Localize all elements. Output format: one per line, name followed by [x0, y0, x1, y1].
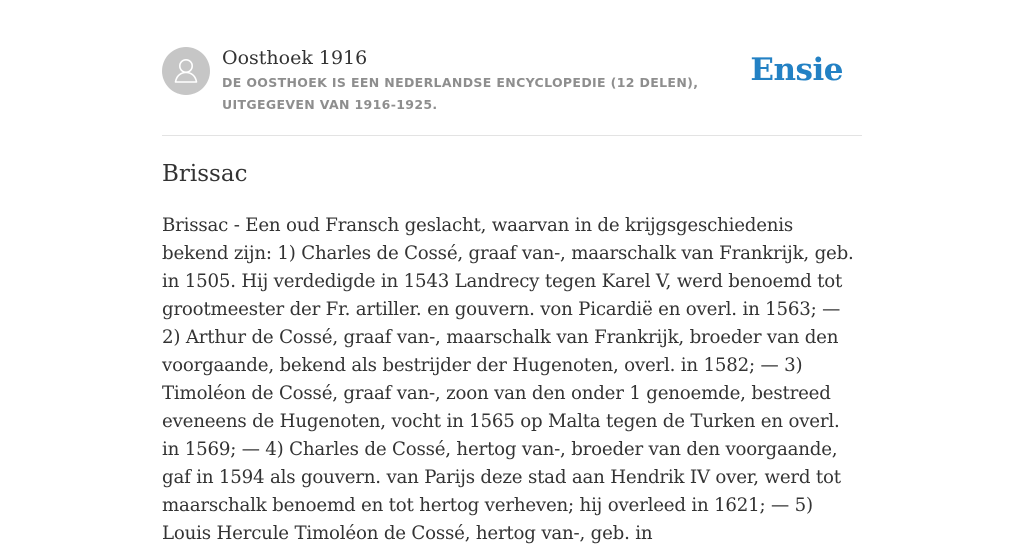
- source-description: DE OOSTHOEK IS EEN NEDERLANDSE ENCYCLOPEDIE (12 DELEN), UITGEGEVEN VAN 1916-1925.: [222, 75, 699, 112]
- user-icon[interactable]: [162, 47, 210, 95]
- page: [162, 0, 862, 544]
- source-title[interactable]: Oosthoek 1916: [222, 47, 368, 69]
- user-icon-graphic: [162, 47, 210, 95]
- entry-title: Brissac: [162, 161, 248, 187]
- source-header: [162, 0, 862, 136]
- ensie-logo[interactable]: Ensie: [750, 52, 843, 88]
- entry-body: Brissac - Een oud Fransch geslacht, waarvan in de krijgsgeschiedenis bekend zijn: 1) Charles de Cossé, graaf van-, maarschalk van Frankrijk, geb. in 1505. Hij verdedigde in 1543 Landrecy tegen Karel V, werd benoemd tot grootmeester der Fr. artiller. en gouvern. von Picardië en overl. in 1563; — 2) Arthur de Cossé, graaf van-, maarschalk van Frankrijk, broeder van den voorgaande, bekend als bestrijder der Hugenoten, overl. in 1582; — 3) Timoléon de Cossé, graaf van-, zoon van den onder 1 genoemde, bestreed eveneens de Hugenoten, vocht in 1565 op Malta tegen de Turken en overl. in 1569; — 4) Charles de Cossé, hertog van-, broeder van den voorgaande, gaf in 1594 als gouvern. van Parijs deze stad aan Hendrik IV over, werd tot maarschalk benoemd en tot hertog verheven; hij overleed in 1621; — 5) Louis Hercule Timoléon de Cossé, hertog van-, geb. in: [162, 215, 854, 544]
